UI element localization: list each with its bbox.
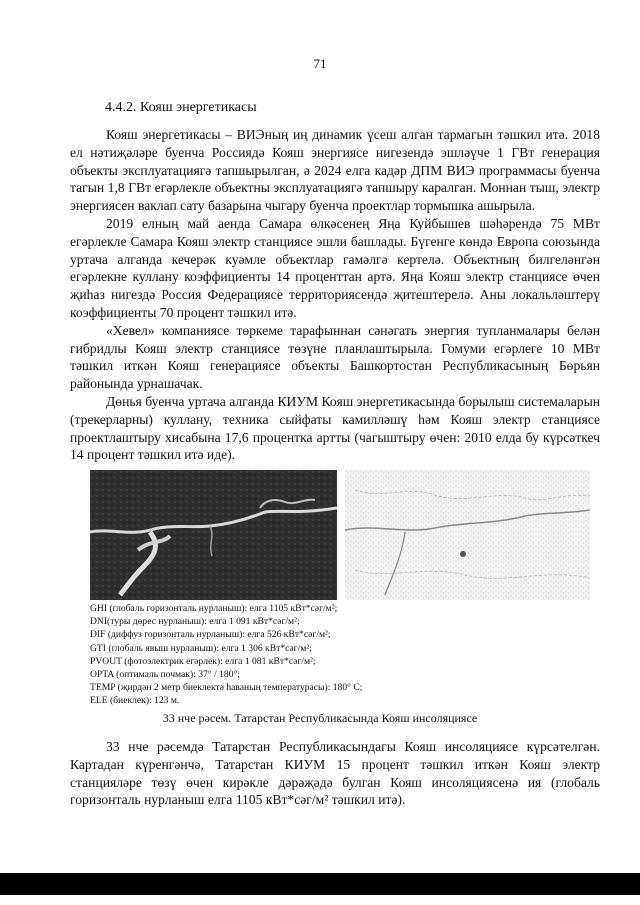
paragraph-2: 2019 елның май аенда Самара өлкәсенең Яңа Куйбышев шәһәрендә 75 МВт егәрлекле Самара Кояш электр станциясе эшли башлады. Бүгенге көндә Европа союзында уртача алганда кечерәк куәмле объектлар гамәлгә кертелә. Объектның билгеләнгән егәрлекне куллану коэффициенты 14 проценттан артә. Яңа Кояш электр станциясе өчен җиһаз нигездә Россия Федерациясе территориясендә җитештерелә. Аны локальләштерү коэффициенты 70 процент тәшкил итә. (70, 215, 600, 320)
paragraph-1: Кояш энергетикасы – ВИЭның иң динамик үсеш алган тармагын тәшкил итә. 2018 ел нәтиҗәләре буенча Россиядә Кояш энергиясе нигезендә эшләүче 1 ГВт генерация объекты эксплуатациягә тапшырылган, ә 2024 елга кадәр ДПМ ВИЭ программасы буенча тагын 1,8 ГВт егәрлекле объектны эксплуатациягә тапшыру каралган. Моннан тыш, электр энергиясен ваклап сату базарына чыгару буенча проектлар тормышка ашырыла. (70, 127, 600, 214)
legend-item-opta: OPTA (оптималь почмак): 37° / 180°; (90, 669, 240, 681)
satellite-map-image (90, 470, 337, 600)
closing-paragraph: 33 нче рәсемдә Татарстан Республикасындагы Кояш инсоляциясе күрсәтелгән. Картадан күренгәнчә, Татарстан КИУМ 15 процент тәшкил иткән Кояш электр станцияләре төзү өчен кирәкле дәрәҗәдә булган Кояш инсоляциясенә ия (глобаль горизонталь нурланыш елга 1105 кВт*сәг/м² тәшкил итә). (70, 739, 600, 808)
section-heading: 4.4.2. Кояш энергетикасы (105, 100, 257, 115)
legend-item-dif: DIF (диффуз горизонталь нурланыш): елга 526 кВт*сәг/м²; (90, 629, 331, 641)
legend-item-dni: DNI(туры дөрес нурланыш): елга 1 091 кВт*сәг/м²; (90, 616, 300, 628)
scan-edge-bar (0, 873, 640, 895)
paragraph-3: «Хевел» компаниясе төркеме тарафыннан сәнәгать энергия тупланмалары белән гибридлы Кояш электр станциясе төзүне планлаштырыла. Гомуми егәрлеге 10 МВт тәшкил иткән Кояш генерациясе объекты Башкортостан Республикасының Бөрьян районында урнашачак. (70, 322, 600, 392)
page-number: 71 (313, 56, 327, 71)
figure-caption: 33 нче рәсем. Татарстан Республикасында Кояш инсоляциясе (162, 711, 478, 725)
insolation-map-image (345, 470, 590, 600)
legend-item-ele: ELE (биеклек): 123 м. (90, 695, 180, 707)
legend-item-temp: TEMP (җирдән 2 метр биеклектә һаваның температурасы): 180° С; (90, 682, 363, 694)
legend-item-ghi: GHI (глобаль горизонталь нурланыш): елга 1105 кВт*сәг/м²; (90, 603, 338, 614)
main-text (70, 126, 600, 464)
closing-text (70, 738, 600, 809)
figure (90, 470, 590, 600)
paragraph-4: Дөнья буенча уртача алганда КИУМ Кояш энергетикасында борылыш системаларын (трекерларны) куллану, техника сыйфаты камилләшү һәм Кояш электр станциясе проектлаштыру хисабына 17,6 процентка артты (чагыштыру өчен: 2010 елда бу күрсәткеч 14 процент тәшкил итә иде). (70, 393, 600, 463)
figure-legend (90, 602, 362, 708)
legend-item-pvout: PVOUT (фотоэлектрик егәрлек): елга 1 081 кВт*сәг/м²; (90, 655, 316, 667)
legend-item-gti: GTI (глобаль явыш нурланыш): елга 1 306 кВт*сәг/м²; (90, 642, 312, 654)
